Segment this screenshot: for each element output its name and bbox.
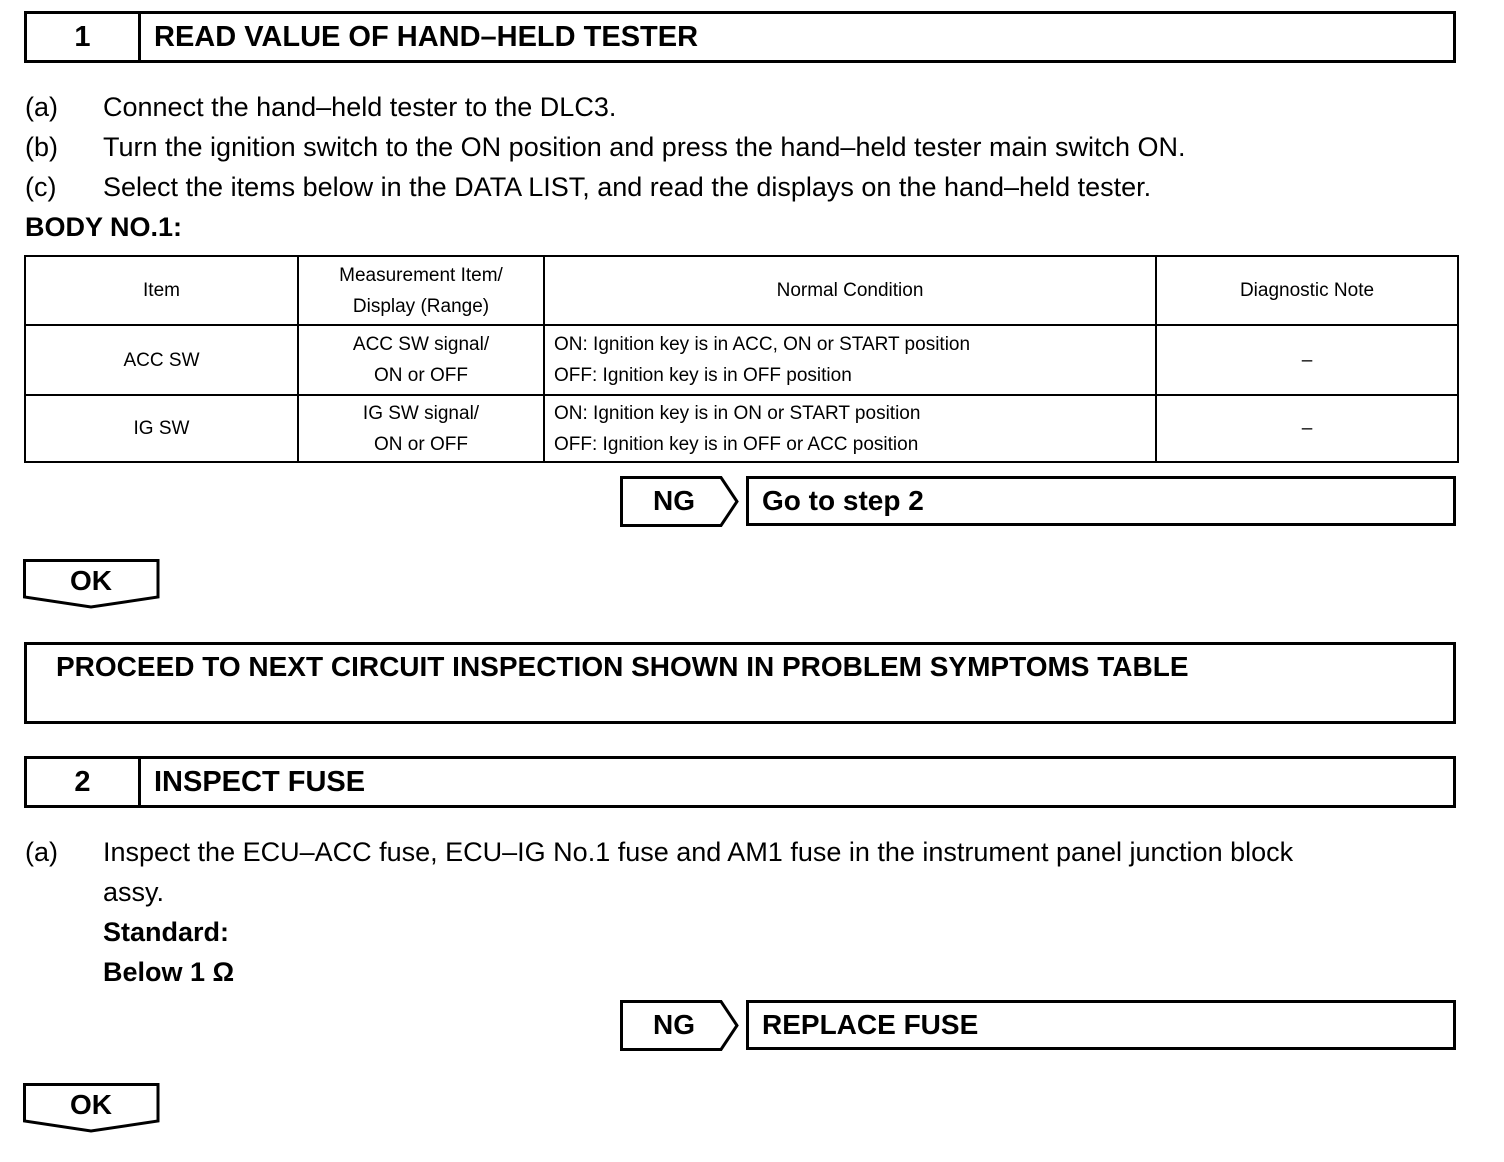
cell-condition [544, 395, 1156, 462]
ok-label: OK [70, 1089, 112, 1120]
step1-ng-arrow [620, 476, 740, 528]
instruction-label: (c) [25, 172, 57, 202]
step1-instruction-c [25, 167, 1465, 207]
step2-ng-result: REPLACE FUSE [746, 1000, 1456, 1050]
cell-condition [544, 325, 1156, 395]
header-measurement [298, 256, 544, 325]
cell-item: IG SW [25, 395, 298, 462]
instruction-text-line2: assy. [103, 877, 165, 907]
step1-header [24, 11, 1456, 63]
cell-item: ACC SW [25, 325, 298, 395]
cell-measurement-line1: IG SW signal/ [362, 402, 480, 424]
step2-number: 2 [27, 759, 141, 805]
table-row [25, 325, 1458, 395]
instruction-text: Connect the hand–held tester to the DLC3. [103, 92, 617, 122]
cell-measurement-line2: ON or OFF [374, 433, 468, 455]
step1-instruction-b [25, 127, 1465, 167]
header-measurement-line2: Display (Range) [352, 295, 490, 317]
header-normal-condition: Normal Condition [544, 256, 1156, 325]
instruction-text: Turn the ignition switch to the ON position and press the hand–held tester main switch ON. [103, 132, 1186, 162]
step2-instruction-a [25, 832, 1495, 992]
cell-measurement-line2: ON or OFF [374, 365, 468, 386]
instruction-label: (a) [25, 92, 58, 122]
table-header-row [25, 256, 1458, 325]
step2-header [24, 756, 1456, 808]
cell-condition-on: ON: Ignition key is in ON or START position [554, 402, 921, 424]
ok-label: OK [70, 565, 112, 596]
header-item: Item [25, 256, 298, 325]
cell-measurement [298, 395, 544, 462]
step1-number: 1 [27, 14, 141, 60]
standard-label: Standard: [103, 917, 230, 947]
instruction-label: (b) [25, 132, 58, 162]
instruction-label: (a) [25, 837, 58, 867]
step1-ok-arrow [23, 559, 161, 611]
cell-measurement [298, 325, 544, 395]
cell-measurement-line1: ACC SW signal/ [352, 334, 490, 355]
ng-label: NG [653, 485, 695, 516]
standard-value: Below 1 Ω [103, 957, 235, 987]
instruction-text: Select the items below in the DATA LIST, and read the displays on the hand–held tester. [103, 172, 1152, 202]
cell-condition-off: OFF: Ignition key is in OFF position [554, 365, 852, 386]
step1-ng-result: Go to step 2 [746, 476, 1456, 526]
table-row [25, 395, 1458, 462]
cell-note: – [1156, 395, 1458, 462]
instruction-text-line1: Inspect the ECU–ACC fuse, ECU–IG No.1 fuse and AM1 fuse in the instrument panel junction block [103, 837, 1294, 867]
step1-instruction-a [25, 87, 1465, 127]
cell-condition-off: OFF: Ignition key is in OFF or ACC position [554, 433, 919, 455]
proceed-box: PROCEED TO NEXT CIRCUIT INSPECTION SHOWN IN PROBLEM SYMPTOMS TABLE [24, 642, 1456, 724]
cell-condition-on: ON: Ignition key is in ACC, ON or START position [554, 334, 971, 355]
header-measurement-line1: Measurement Item/ [339, 264, 503, 286]
step2-ng-arrow [620, 1000, 740, 1052]
ng-label: NG [653, 1009, 695, 1040]
section-label: BODY NO.1: [25, 212, 183, 242]
data-list-table [24, 255, 1459, 463]
header-diagnostic-note: Diagnostic Note [1156, 256, 1458, 325]
step2-title: INSPECT FUSE [154, 765, 366, 798]
step1-title: READ VALUE OF HAND–HELD TESTER [154, 20, 699, 53]
step2-ok-arrow [23, 1083, 161, 1135]
cell-note: – [1156, 325, 1458, 395]
